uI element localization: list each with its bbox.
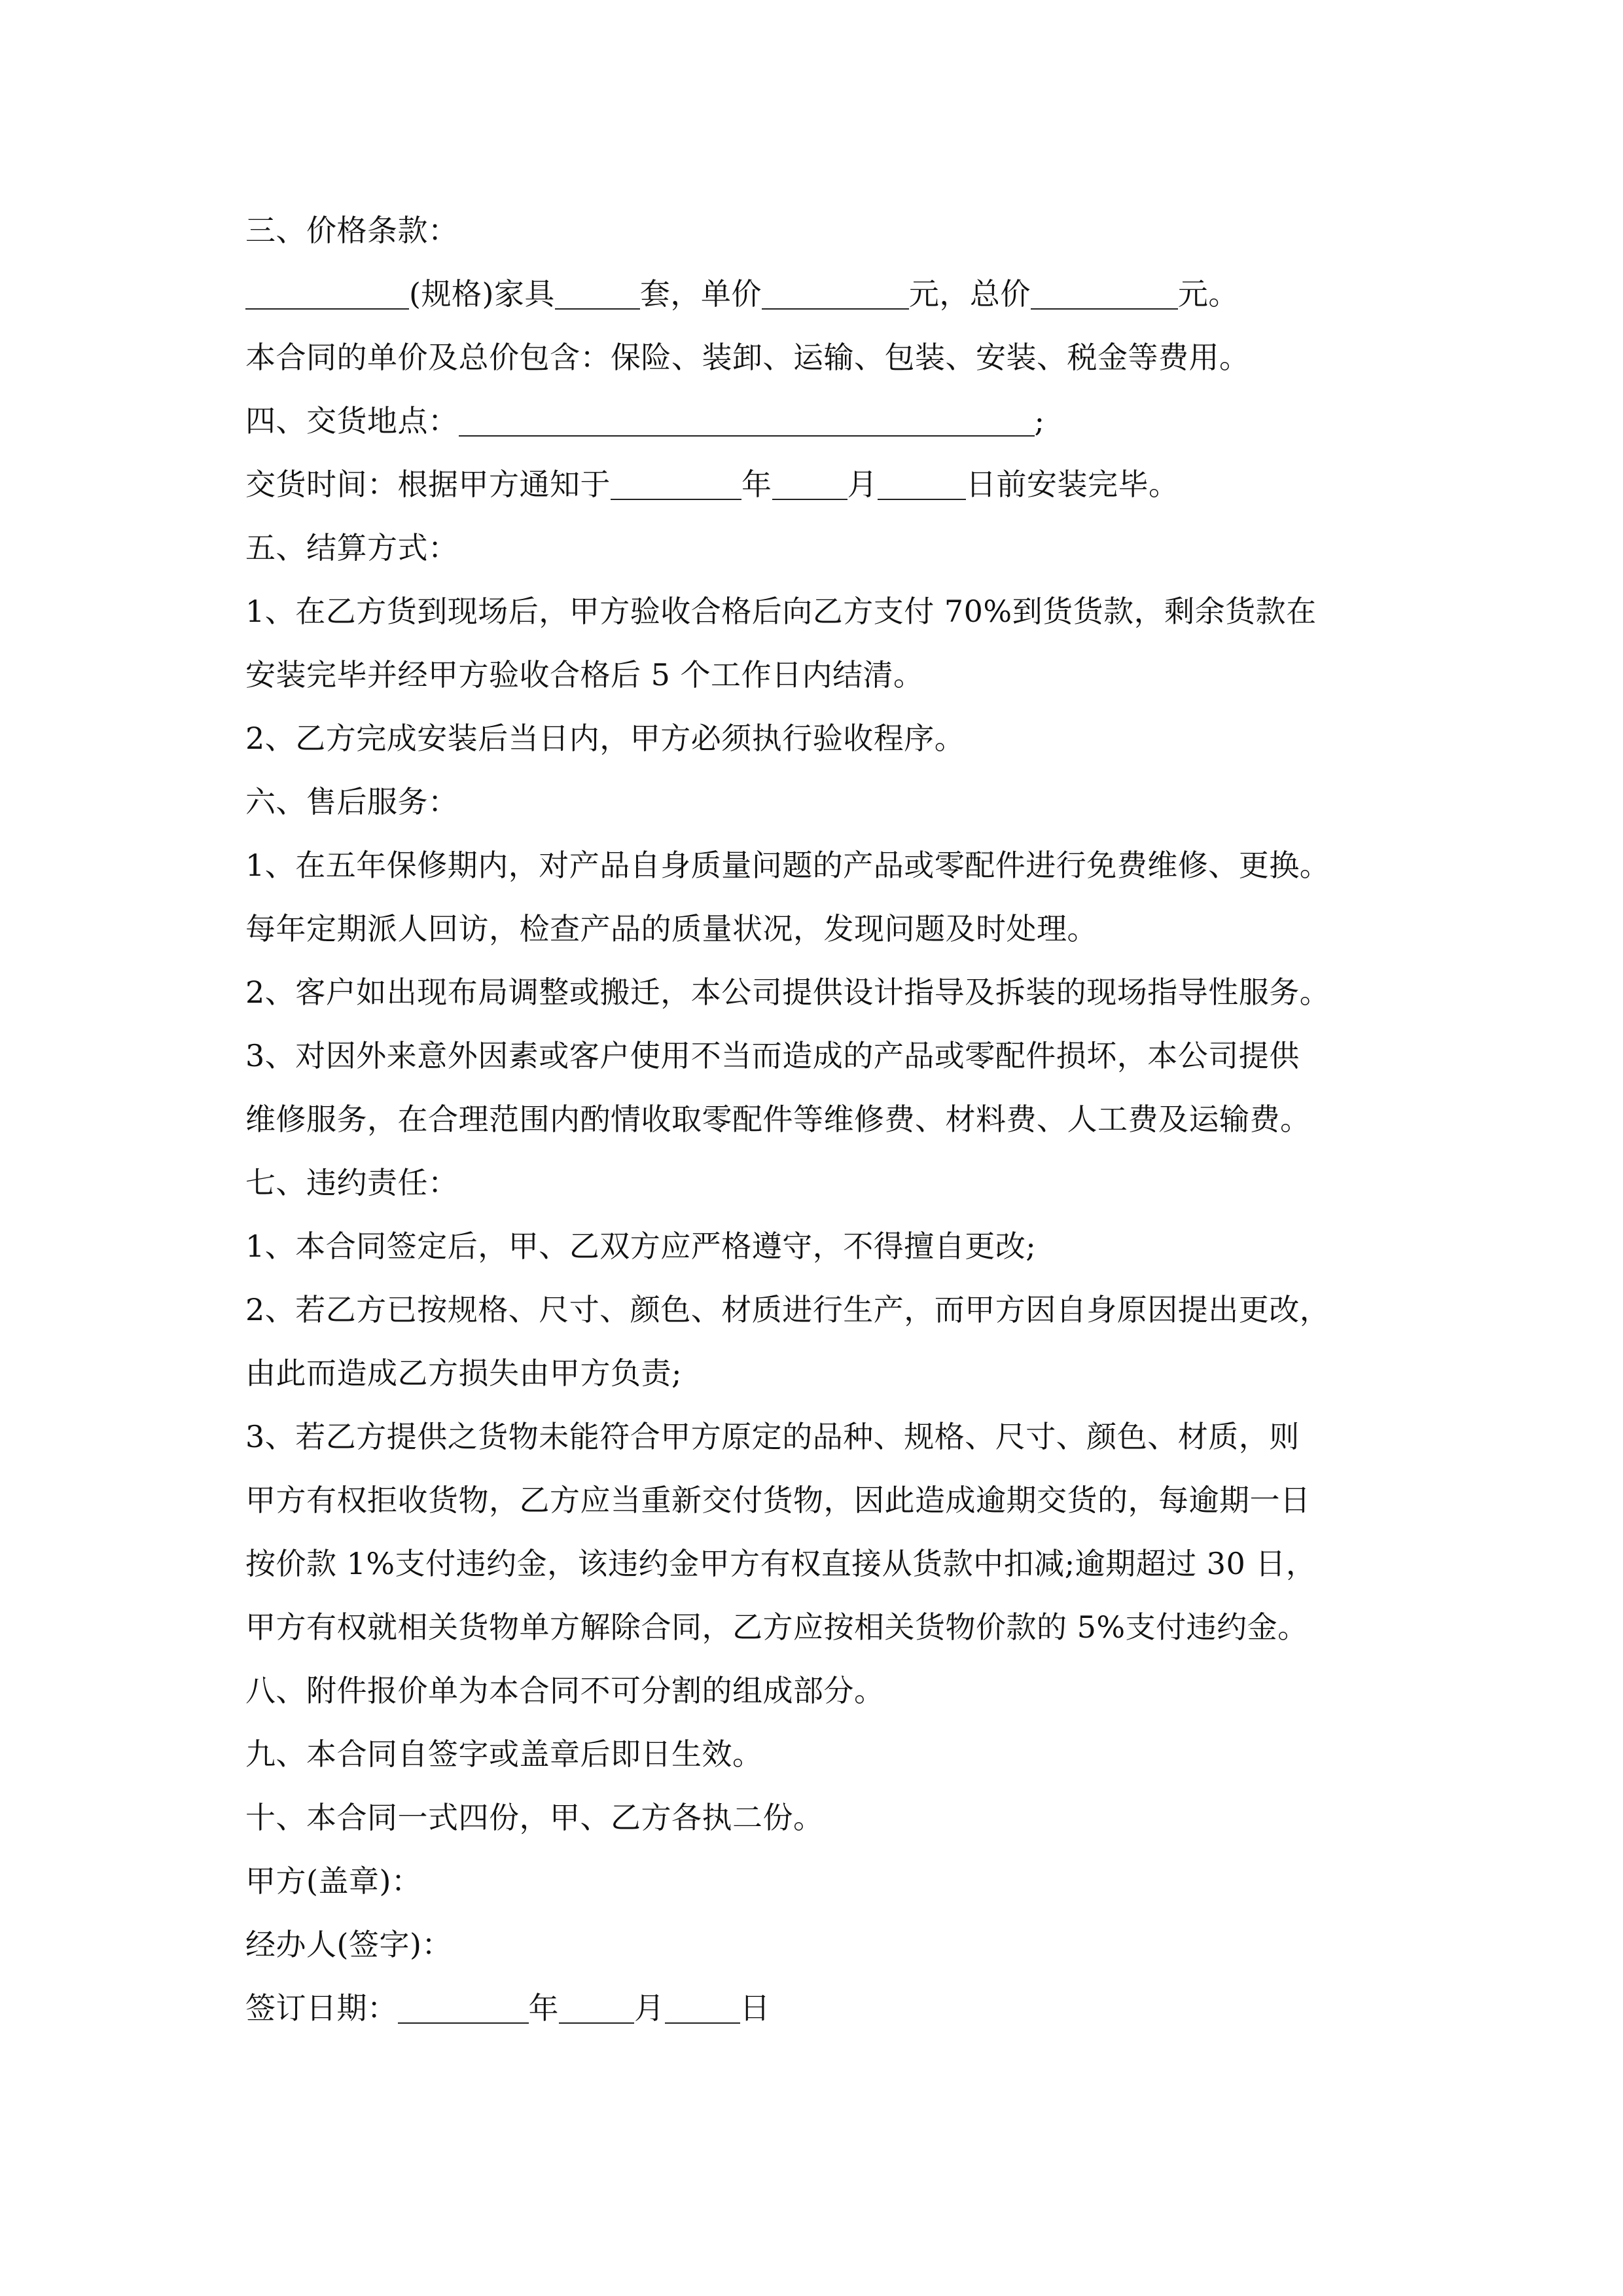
signing-date-label: 签订日期： <box>245 1990 398 2026</box>
settlement-item1-line1: 1、在乙方货到现场后，甲方验收合格后向乙方支付 70%到货货款，剩余货款在 <box>245 594 1317 629</box>
signing-month-text: 月 <box>634 1990 665 2026</box>
contract-body <box>245 199 1410 2040</box>
liability-item3-line1: 3、若乙方提供之货物未能符合甲方原定的品种、规格、尺寸、颜色、材质，则 <box>245 1419 1300 1454</box>
total-price-blank <box>1031 278 1178 310</box>
settlement-heading: 五、结算方式： <box>245 530 459 565</box>
price-heading: 三、价格条款： <box>245 213 459 248</box>
clause-9: 九、本合同自签字或盖章后即日生效。 <box>245 1736 763 1772</box>
party-a-seal: 甲方(盖章)： <box>245 1863 422 1899</box>
spec-text: (规格)家具 <box>409 276 555 312</box>
sets-blank <box>555 278 640 310</box>
settlement-item2: 2、乙方完成安装后当日内，甲方必须执行验收程序。 <box>245 721 965 756</box>
delivery-time-label: 交货时间：根据甲方通知于 <box>245 467 611 502</box>
delivery-place-end: ; <box>1034 403 1045 439</box>
delivery-day-blank <box>878 469 966 500</box>
after-sales-item3-line2: 维修服务，在合理范围内酌情收取零配件等维修费、材料费、人工费及运输费。 <box>245 1102 1311 1137</box>
unit-price-text: 元，总价 <box>908 276 1031 312</box>
clause-10: 十、本合同一式四份，甲、乙方各执二份。 <box>245 1800 824 1835</box>
liability-item3-line3: 按价款 1%支付违约金，该违约金甲方有权直接从货款中扣减;逾期超过 30 日， <box>245 1546 1317 1581</box>
after-sales-item1-line1: 1、在五年保修期内，对产品自身质量问题的产品或零配件进行免费维修、更换。 <box>245 848 1330 883</box>
signing-day-blank <box>665 1992 740 2024</box>
agent-signature: 经办人(签字)： <box>245 1927 452 1962</box>
delivery-time-line <box>245 453 1410 516</box>
liability-item3-line2: 甲方有权拒收货物，乙方应当重新交付货物，因此造成逾期交货的，每逾期一日 <box>245 1482 1311 1518</box>
signing-day-text: 日 <box>740 1990 770 2026</box>
after-sales-item2: 2、客户如出现布局调整或搬迁，本公司提供设计指导及拆装的现场指导性服务。 <box>245 975 1330 1010</box>
signing-year-text: 年 <box>528 1990 559 2026</box>
settlement-item1-line2: 安装完毕并经甲方验收合格后 5 个工作日内结清。 <box>245 657 924 692</box>
price-includes: 本合同的单价及总价包含：保险、装卸、运输、包装、安装、税金等费用。 <box>245 340 1250 375</box>
liability-item2-line2: 由此而造成乙方损失由甲方负责; <box>245 1355 682 1391</box>
liability-item2-line1: 2、若乙方已按规格、尺寸、颜色、材质进行生产，而甲方因自身原因提出更改， <box>245 1292 1330 1327</box>
liability-item3-line4: 甲方有权就相关货物单方解除合同，乙方应按相关货物价款的 5%支付违约金。 <box>245 1609 1308 1645</box>
delivery-year-text: 年 <box>741 467 772 502</box>
spec-blank <box>245 278 409 310</box>
signing-year-blank <box>398 1992 529 2024</box>
delivery-month-blank <box>772 469 847 500</box>
signing-month-blank <box>559 1992 634 2024</box>
clause-8: 八、附件报价单为本合同不可分割的组成部分。 <box>245 1673 885 1708</box>
total-price-text: 元。 <box>1177 276 1239 312</box>
liability-heading: 七、违约责任： <box>245 1165 459 1200</box>
after-sales-heading: 六、售后服务： <box>245 784 459 819</box>
unit-price-blank <box>762 278 909 310</box>
liability-item1: 1、本合同签定后，甲、乙双方应严格遵守，不得擅自更改; <box>245 1229 1037 1264</box>
delivery-year-blank <box>611 469 741 500</box>
price-spec-line <box>245 262 1410 326</box>
after-sales-item3-line1: 3、对因外来意外因素或客户使用不当而造成的产品或零配件损坏，本公司提供 <box>245 1038 1300 1073</box>
delivery-place-label: 四、交货地点： <box>245 403 459 439</box>
signing-date-line <box>245 1977 1410 2040</box>
delivery-day-text: 日前安装完毕。 <box>966 467 1179 502</box>
sets-text: 套，单价 <box>639 276 762 312</box>
after-sales-item1-line2: 每年定期派人回访，检查产品的质量状况，发现问题及时处理。 <box>245 911 1097 946</box>
delivery-place-line <box>245 389 1410 453</box>
delivery-place-blank <box>459 405 1035 437</box>
delivery-month-text: 月 <box>847 467 878 502</box>
